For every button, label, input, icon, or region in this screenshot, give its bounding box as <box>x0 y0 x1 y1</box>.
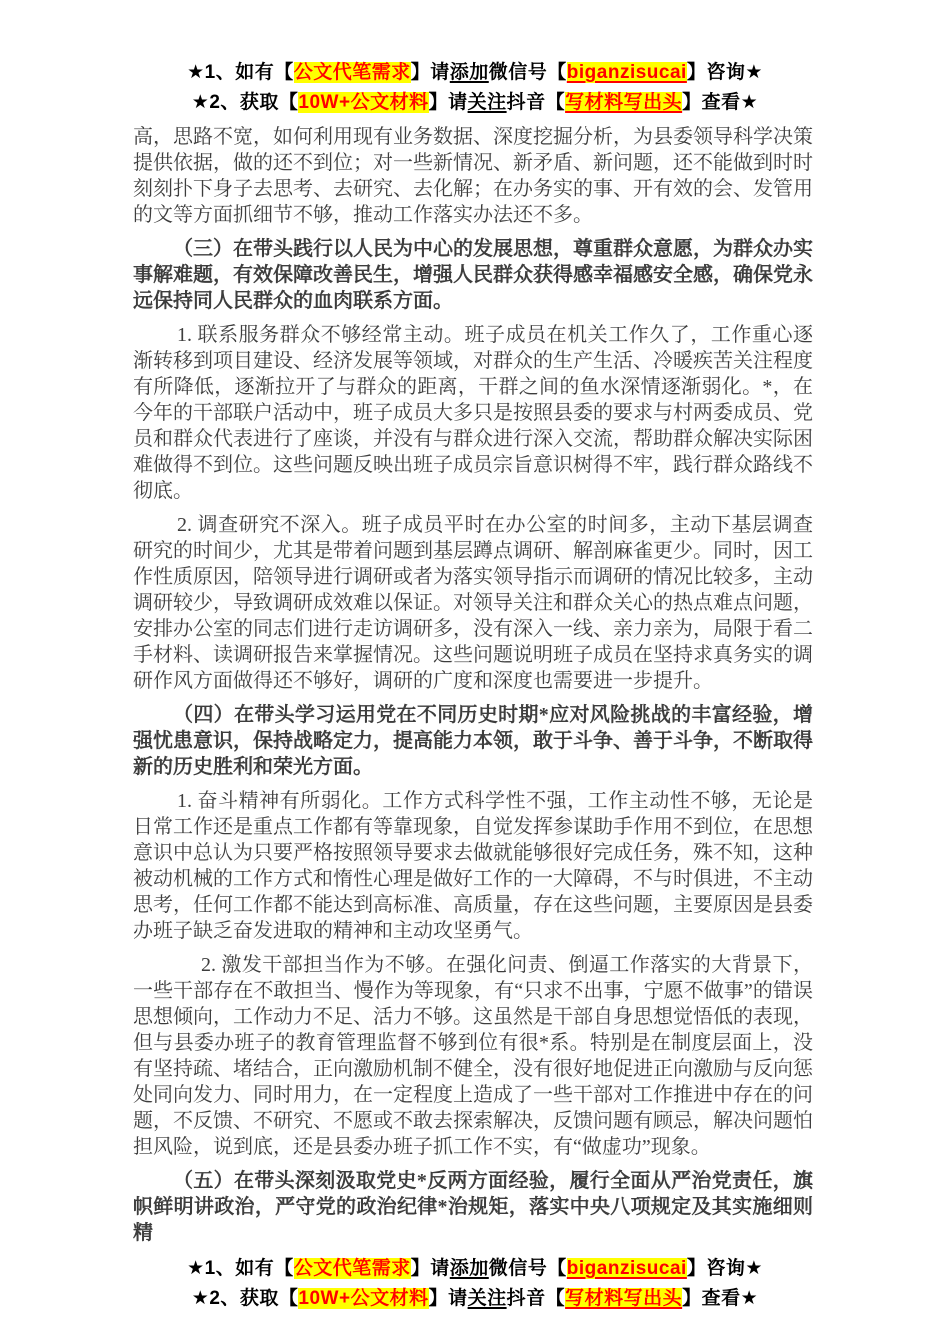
body-paragraph: 2. 激发干部担当作为不够。在强化问责、倒逼工作落实的大背景下，一些干部存在不敢担当、慢作为等现象，有“只求不出事，宁愿不做事”的错误思想倾向，工作动力不足、活力不够。这虽然是干部自身思想觉悟低的表现，但与县委办班子的教育管理监督不够到位有很*系。特别是在制度层面上，没有坚持疏、堵结合，正向激励机制不健全，没有很好地促进正向激励与反向惩处同向发力、同时用力，在一定程度上造成了一些干部对工作推进中存在的问题，不反馈、不研究、不愿或不敢去探索解决，反馈问题有顾忌，解决问题怕担风险，说到底，还是县委办班子抓工作不实，有“做虚功”现象。 <box>133 954 813 1158</box>
banner-highlight-underline-segment: 写材料写出头 <box>565 92 683 113</box>
body-paragraph: 1. 奋斗精神有所弱化。工作方式科学性不强，工作主动性不够，无论是日常工作还是重点工作都有等靠现象，自觉发挥参谋助手作用不到位，在思想意识中总认为只要严格按照领导要求去做就能够很好完成任务，殊不知，这种被动机械的工作方式和惰性心理是做好工作的一大障碍，不与时俱进，不主动思考，任何工作都不能达到高标准、高质量，存在这些问题，主要原因是县委办班子缺乏奋发进取的精神和主动攻坚勇气。 <box>133 790 813 942</box>
banner-text-segment: 】请 <box>428 92 468 113</box>
banner-text-segment: 】请 <box>410 1258 450 1279</box>
banner-highlight-segment: 公文代笔需求 <box>293 62 411 83</box>
promo-banner-bottom <box>0 1254 950 1314</box>
banner-text-segment: 微信号【 <box>488 62 567 83</box>
banner-highlight-segment: 10W+公文材料 <box>298 1288 429 1309</box>
banner-underline-segment: 添加 <box>449 62 489 83</box>
banner-text-segment: ★2、获取【 <box>191 1288 299 1309</box>
promo-banner-line <box>0 1254 950 1284</box>
banner-underline-segment: 关注 <box>467 92 507 113</box>
body-paragraph: 2. 调查研究不深入。班子成员平时在办公室的时间多，主动下基层调查研究的时间少，尤其是带着问题到基层蹲点调研、解剖麻雀更少。同时，因工作性质原因，陪领导进行调研或者为落实领导指示而调研的情况比较多，主动调研较少，导致调研成效难以保证。对领导关注和群众关心的热点难点问题，安排办公室的同志们进行走访调研多，没有深入一线、亲力亲为，局限于看二手材料、读调研报告来掌握情况。这些问题说明班子成员在坚持求真务实的调研作风方面做得还不够好，调研的广度和深度也需要进一步提升。 <box>133 514 813 692</box>
banner-highlight-segment: 公文代笔需求 <box>293 1258 411 1279</box>
banner-highlight-underline-segment: 写材料写出头 <box>565 1288 683 1309</box>
banner-underline-segment: 添加 <box>449 1258 489 1279</box>
banner-text-segment: 】查看★ <box>682 92 759 113</box>
banner-highlight-segment: 10W+公文材料 <box>298 92 429 113</box>
banner-text-segment: ★1、如有【 <box>187 1258 294 1279</box>
banner-text-segment: ★1、如有【 <box>187 62 294 83</box>
banner-text-segment: 抖音【 <box>506 1288 566 1309</box>
banner-text-segment: 抖音【 <box>506 92 566 113</box>
section-heading: （五）在带头深刻汲取党史*反两方面经验，履行全面从严治党责任，旗帜鲜明讲政治，严守党的政治纪律*治规矩，落实中央八项规定及其实施细则精 <box>133 1170 813 1244</box>
promo-banner-top <box>0 58 950 118</box>
body-paragraph: 1. 联系服务群众不够经常主动。班子成员在机关工作久了，工作重心逐渐转移到项目建设、经济发展等领域，对群众的生产生活、冷暖疾苦关注程度有所降低，逐渐拉开了与群众的距离，干群之间的鱼水深情逐渐弱化。*，在今年的干部联户活动中，班子成员大多只是按照县委的要求与村两委成员、党员和群众代表进行了座谈，并没有与群众进行深入交流，帮助群众解决实际困难做得不到位。这些问题反映出班子成员宗旨意识树得不牢，践行群众路线不彻底。 <box>133 324 813 502</box>
promo-banner-line <box>0 88 950 118</box>
banner-text-segment: 】请 <box>428 1288 468 1309</box>
section-heading: （四）在带头学习运用党在不同历史时期*应对风险挑战的丰富经验，增强忧患意识，保持战略定力，提高能力本领，敢于斗争、善于斗争，不断取得新的历史胜利和荣光方面。 <box>133 704 813 778</box>
banner-highlight-underline-segment: biganzisucai <box>566 62 687 83</box>
promo-banner-line <box>0 1284 950 1314</box>
banner-underline-segment: 关注 <box>467 1288 507 1309</box>
banner-text-segment: ★2、获取【 <box>191 92 299 113</box>
banner-text-segment: 】请 <box>410 62 450 83</box>
banner-highlight-underline-segment: biganzisucai <box>566 1258 687 1279</box>
banner-text-segment: 】咨询★ <box>686 1258 763 1279</box>
promo-banner-line <box>0 58 950 88</box>
banner-text-segment: 】咨询★ <box>686 62 763 83</box>
section-heading: （三）在带头践行以人民为中心的发展思想，尊重群众意愿，为群众办实事解难题，有效保障改善民生，增强人民群众获得感幸福感安全感，确保党永远保持同人民群众的血肉联系方面。 <box>133 238 813 312</box>
document-body <box>133 124 813 1246</box>
banner-text-segment: 】查看★ <box>682 1288 759 1309</box>
body-paragraph: 高，思路不宽，如何利用现有业务数据、深度挖掘分析，为县委领导科学决策提供依据，做的还不到位；对一些新情况、新矛盾、新问题，还不能做到时时刻刻扑下身子去思考、去研究、去化解；在办务实的事、开有效的会、发管用的文等方面抓细节不够，推动工作落实办法还不多。 <box>133 126 813 226</box>
banner-text-segment: 微信号【 <box>488 1258 567 1279</box>
